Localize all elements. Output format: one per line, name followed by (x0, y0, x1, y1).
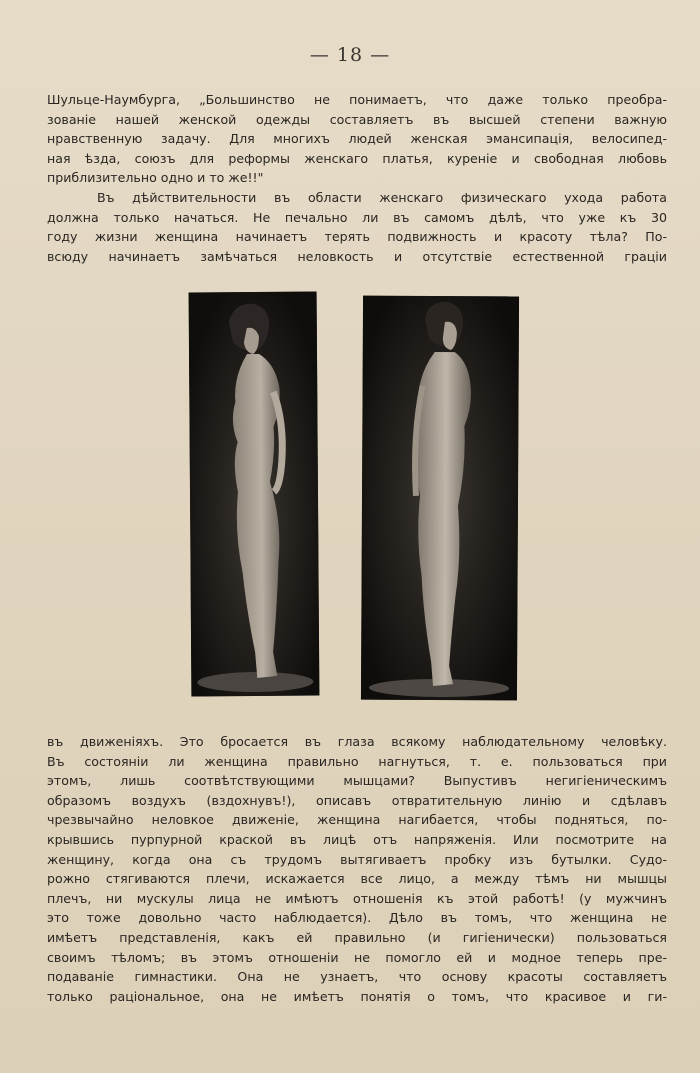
page-number: — 18 — (309, 44, 391, 66)
text-line: Въ дѣйствительности въ области женскаго физическаго ухода работа (97, 189, 667, 205)
text-line: въ движеніяхъ. Это бросается въ глаза всякому наблюдательному человѣку. (47, 734, 667, 749)
text-line: году жизни женщина начинаетъ терять подвижность и красоту тѣла? По- (47, 229, 667, 245)
photo-right-figure (361, 296, 519, 701)
text-line: этомъ, лишь соотвѣтствующими мышцами? Выпустивъ негигіеническимъ (47, 773, 667, 789)
text-line: чрезвычайно неловкое движеніе, женщина нагибается, чтобы подняться, по- (47, 812, 667, 828)
text-line: женщину, когда она съ трудомъ вытягиваетъ пробку изъ бутылки. Судо- (47, 851, 667, 867)
text-line: приблизительно одно и то же!!" (47, 170, 264, 186)
text-line: должна только начаться. Не печально ли въ самомъ дѣлѣ, что уже къ 30 (47, 209, 667, 225)
text-line: имѣетъ представленія, какъ ей правильно (и гигіенически) пользоваться (47, 929, 667, 945)
text-line: своимъ тѣломъ; въ этомъ отношеніи не помогло ей и модное теперь пре- (47, 949, 667, 965)
text-line: рожно стягиваются плечи, искажается все лицо, а между тѣмъ ни мышцы (47, 871, 667, 887)
text-line: это тоже довольно часто наблюдается). Дѣло въ томъ, что женщина не (47, 910, 667, 926)
text-block-bottom (47, 732, 667, 1006)
text-line: подаваніе гимнастики. Она не узнаетъ, что основу красоты составляетъ (47, 969, 667, 985)
text-line: образомъ воздухъ (вздохнувъ!), описавъ отвратительную линію и сдѣлавъ (47, 792, 667, 808)
text-line: ная ѣзда, союзъ для реформы женскаго платья, куреніе и свободная любовь (47, 150, 667, 166)
text-line: крывшись пурпурной краской въ лицѣ отъ напряженія. Или посмотрите на (47, 831, 667, 847)
text-line: плечъ, ни мускулы лица не имѣютъ отношенія къ этой работѣ! (у мужчинъ (47, 890, 667, 906)
text-line: нравственную задачу. Для многихъ людей женская эмансипація, велосипед- (47, 131, 667, 147)
text-line: Шульце-Наумбурга, „Большинство не понимаетъ, что даже только преобра- (47, 92, 667, 107)
text-line: Въ состояніи ли женщина правильно нагнуться, т. е. пользоваться при (47, 753, 667, 769)
text-line: только раціональное, она не имѣетъ понятія о томъ, что красивое и ги- (47, 988, 667, 1004)
text-block-top (47, 90, 667, 266)
photo-left-figure (189, 292, 320, 697)
text-line: всюду начинаетъ замѣчаться неловкость и отсутствіе естественной граціи (47, 248, 667, 264)
text-line: зованіе нашей женской одежды составляетъ въ высшей степени важную (47, 111, 667, 127)
